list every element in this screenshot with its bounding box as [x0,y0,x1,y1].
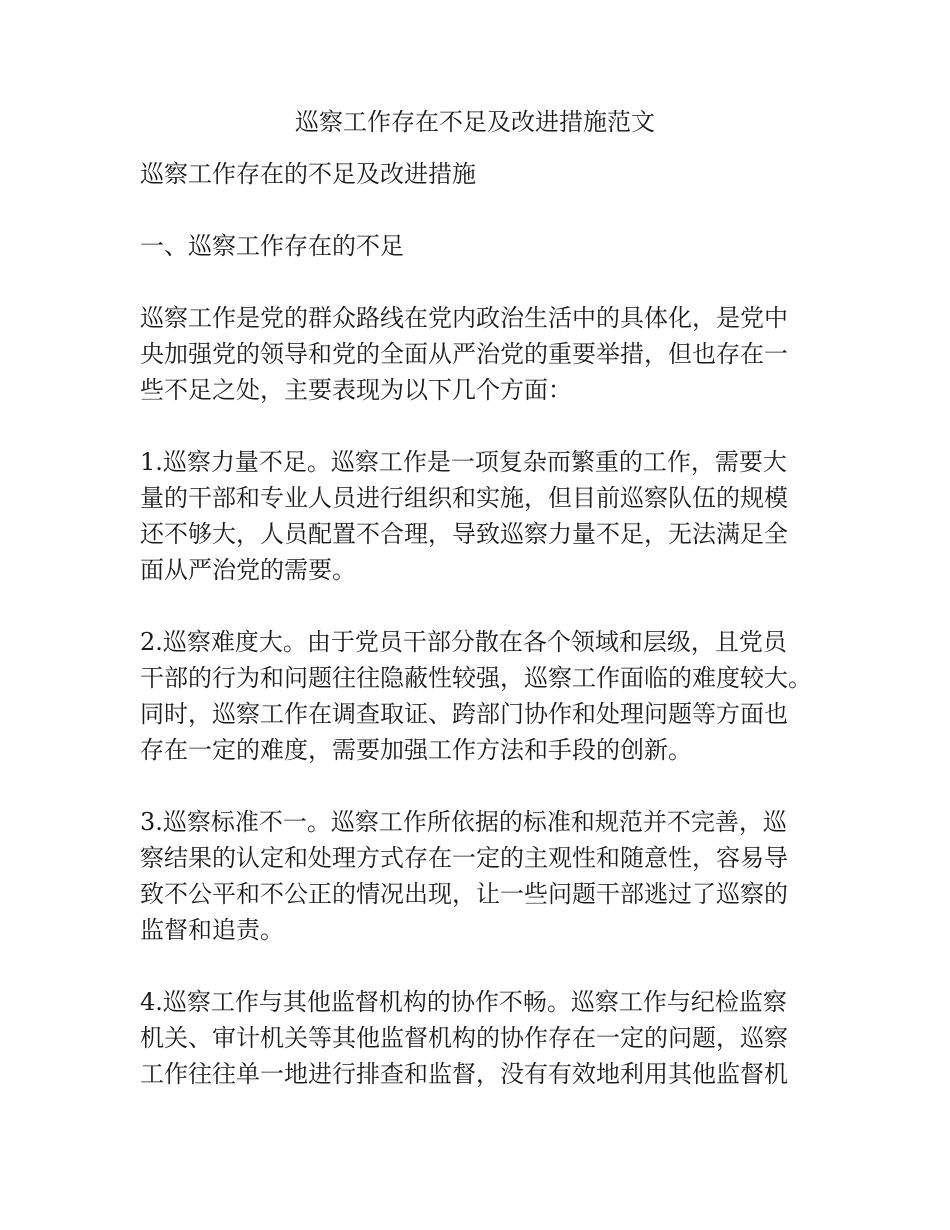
text-line: 察结果的认定和处理方式存在一定的主观性和随意性，容易导 [140,844,788,872]
text-line: 致不公平和不公正的情况出现，让一些问题干部逃过了巡察的 [140,880,788,908]
text-line: 机关、审计机关等其他监督机构的协作存在一定的问题，巡察 [140,1024,788,1052]
text-line: 面从严治党的需要。 [140,556,356,584]
text-line: 还不够大，人员配置不合理，导致巡察力量不足，无法满足全 [140,520,788,548]
text-line: 巡察工作是党的群众路线在党内政治生活中的具体化，是党中 [140,304,788,332]
document-body [140,156,840,1092]
text-line: 1.巡察力量不足。巡察工作是一项复杂而繁重的工作，需要大 [140,448,787,476]
text-line: 监督和追责。 [140,916,284,944]
paragraph [140,300,840,408]
text-line: 同时，巡察工作在调查取证、跨部门协作和处理问题等方面也 [140,700,788,728]
text-line: 巡察工作存在的不足及改进措施 [140,160,476,188]
text-line: 些不足之处，主要表现为以下几个方面： [140,376,572,404]
paragraph [140,624,840,768]
text-line: 2.巡察难度大。由于党员干部分散在各个领域和层级，且党员 [140,628,787,656]
paragraph [140,228,840,264]
text-line: 一、巡察工作存在的不足 [140,232,404,260]
paragraph [140,984,840,1092]
paragraph [140,444,840,588]
paragraph [140,156,840,192]
text-line: 存在一定的难度，需要加强工作方法和手段的创新。 [140,736,692,764]
document-title: 巡察工作存在不足及改进措施范文 [295,108,655,136]
text-line: 干部的行为和问题往往隐蔽性较强，巡察工作面临的难度较大。 [140,664,812,692]
text-line: 3.巡察标准不一。巡察工作所依据的标准和规范并不完善，巡 [140,808,787,836]
paragraph [140,804,840,948]
text-line: 量的干部和专业人员进行组织和实施，但目前巡察队伍的规模 [140,484,788,512]
text-line: 工作往往单一地进行排查和监督，没有有效地利用其他监督机 [140,1060,788,1088]
text-line: 4.巡察工作与其他监督机构的协作不畅。巡察工作与纪检监察 [140,988,787,1016]
text-line: 央加强党的领导和党的全面从严治党的重要举措，但也存在一 [140,340,788,368]
